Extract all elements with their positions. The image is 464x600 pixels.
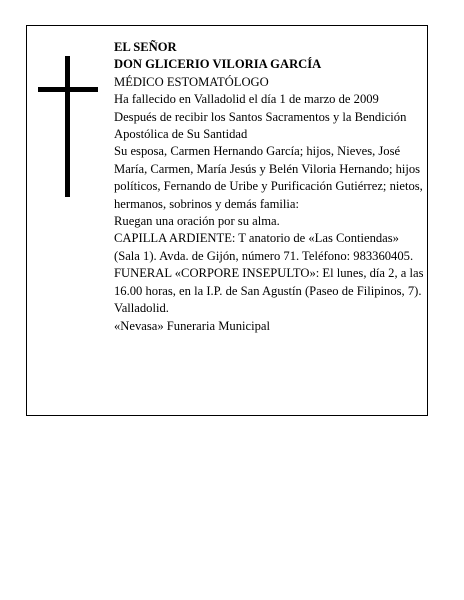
deceased-name: DON GLICERIO VILORIA GARCÍA	[114, 57, 322, 72]
family-list: Su esposa, Carmen Hernando García; hijos, Nieves, José María, Carmen, María Jesús y Belén Viloria Hernando; hijos políticos, Fernando de Uribe y Purificación Gutiérrez; nietos, hermanos, sobrinos y demás familia:	[114, 144, 423, 211]
notice-text	[114, 39, 426, 335]
notice-title: EL SEÑOR	[114, 40, 177, 54]
deceased-profession: MÉDICO ESTOMATÓLOGO	[114, 74, 269, 89]
cross-vertical-bar	[65, 56, 70, 197]
cross-horizontal-bar	[38, 87, 98, 92]
prayer-request: Ruegan una oración por su alma.	[114, 214, 280, 229]
funeral-home: «Nevasa» Funeraria Municipal	[114, 318, 270, 333]
sacraments-text: Después de recibir los Santos Sacramentos y la Bendición Apostólica de Su Santidad	[114, 109, 407, 142]
funeral-info: FUNERAL «CORPORE INSEPULTO»: El lunes, día 2, a las 16.00 horas, en la I.P. de San Agustín (Paseo de Filipinos, 7). Valladolid.	[114, 266, 424, 316]
obituary-notice	[26, 25, 428, 416]
chapel-info: CAPILLA ARDIENTE: T anatorio de «Las Contiendas» (Sala 1). Avda. de Gijón, número 71. Teléfono: 983360405.	[114, 231, 414, 263]
death-announcement: Ha fallecido en Valladolid el día 1 de marzo de 2009	[114, 92, 379, 107]
